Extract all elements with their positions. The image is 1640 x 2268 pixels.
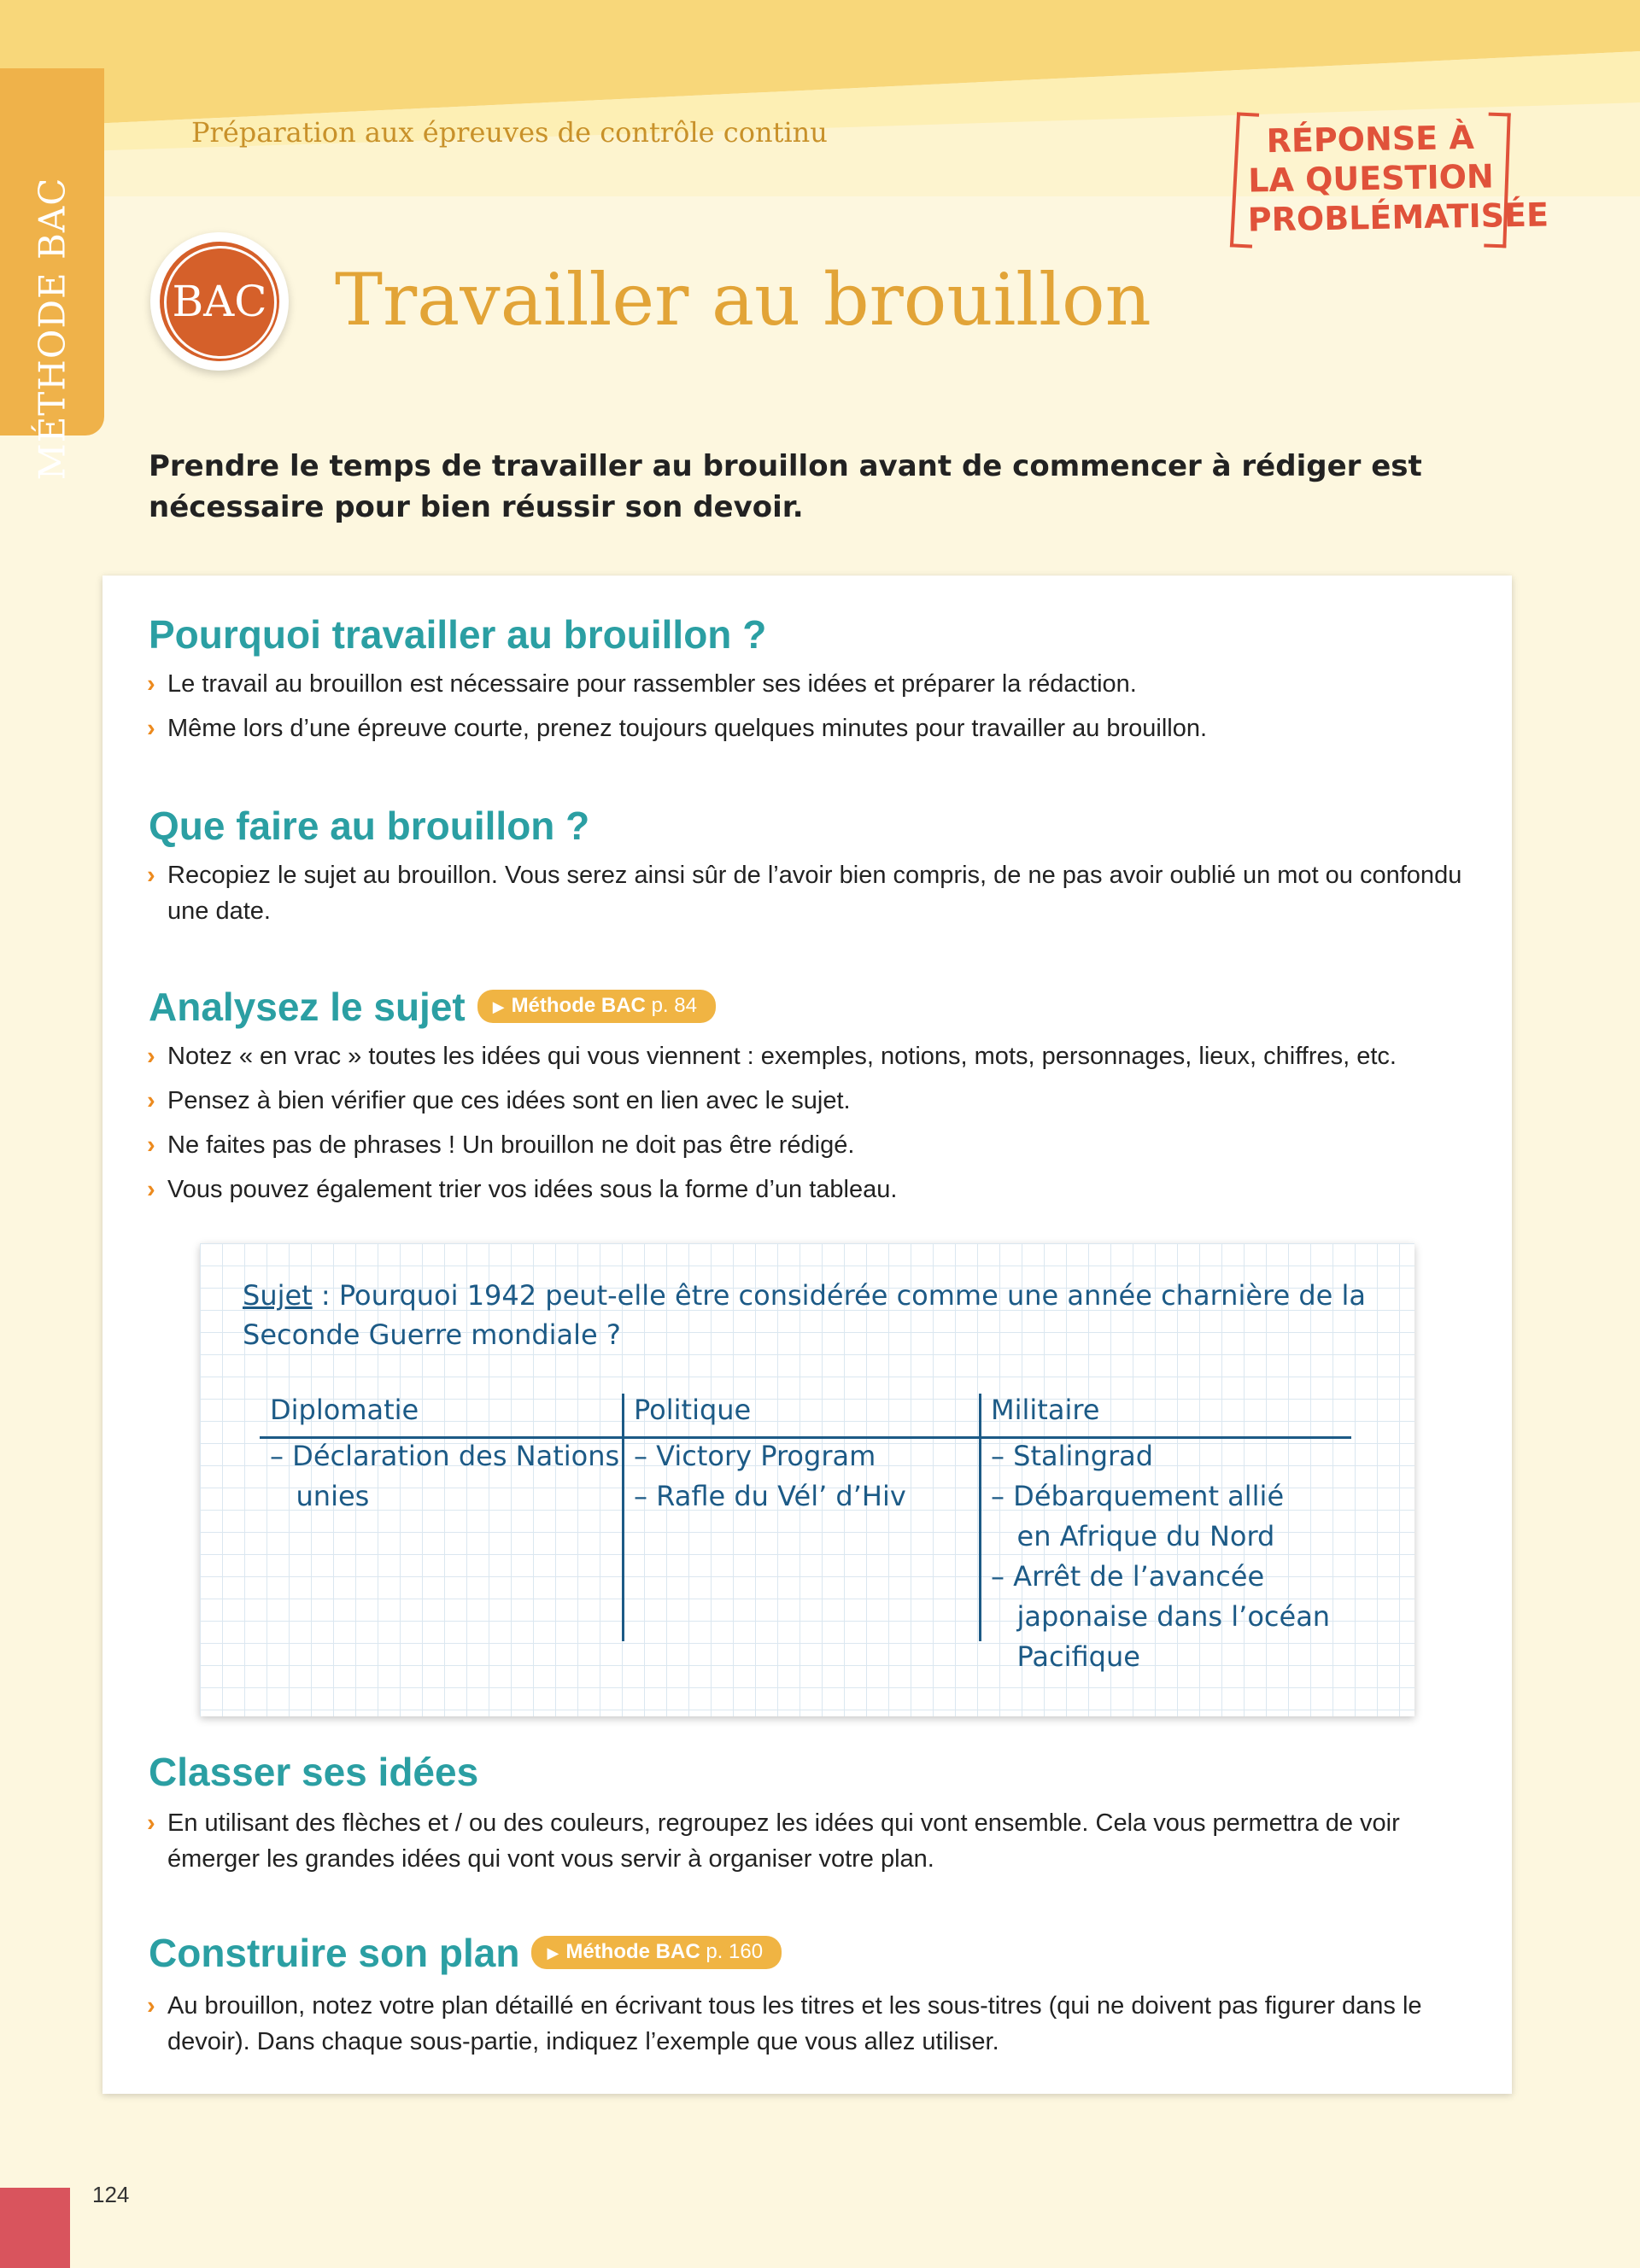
draft-subject-label: Sujet [243,1279,313,1312]
corner-marker [0,2188,70,2268]
draft-column-head: Diplomatie [270,1394,419,1426]
bullet-text: Vous pouvez également trier vos idées sous la forme d’un tableau. [167,1176,898,1203]
bullet-item [147,1127,1479,1163]
section-title: Que faire au brouillon ? [149,804,590,848]
method-ref-page: p. 84 [651,994,697,1018]
bullet-item [147,1988,1479,2060]
header-subtitle: Préparation aux épreuves de contrôle continu [191,116,828,149]
page-number: 124 [92,2182,130,2207]
bullet-item [147,857,1479,929]
bullet-text: En utilisant des flèches et / ou des couleurs, regroupez les idées qui vont ensemble. Cela vous permettra de voir émerger les grandes idées qui vont vous servir à organiser votre plan. [167,1809,1400,1873]
chevron-right-icon: › [147,715,155,742]
section-title [149,984,716,1030]
intro-text: Prendre le temps de travailler au brouillon avant de commencer à rédiger est nécessaire pour bien réussir son devoir. [149,449,1422,524]
bullet-text: Au brouillon, notez votre plan détaillé en écrivant tous les titres et les sous-titres (qui ne doivent pas figurer dans le devoir). Dans chaque sous-partie, indiquez l’exemple que vous allez utiliser. [167,1992,1422,2055]
stamp-line: LA QUESTION [1247,157,1495,200]
section-title: Classer ses idées [149,1750,479,1794]
section-title [149,1930,782,1976]
method-ref-page: p. 160 [706,1940,764,1964]
chevron-right-icon: › [147,1087,155,1114]
bac-badge-circle [160,242,279,361]
stamp-line: PROBLÉMATISÉE [1247,196,1549,239]
draft-item: – Victory Program [634,1440,876,1472]
bullet-item [147,1083,1479,1119]
bullet-item [147,710,1479,746]
draft-column-items [991,1436,1330,1677]
draft-subject [243,1276,1370,1354]
draft-column-head: Politique [634,1394,752,1426]
play-icon: ▶ [492,998,505,1016]
bullet-text: Le travail au brouillon est nécessaire pour rassembler ses idées et préparer la rédaction. [167,670,1137,698]
chevron-right-icon: › [147,1131,155,1159]
side-tab [0,68,104,481]
stamp [1230,109,1549,246]
bullet-item [147,1805,1479,1877]
chevron-right-icon: › [147,670,155,698]
section-title-text: Analysez le sujet [149,985,466,1029]
bullet-text: Même lors d’une épreuve courte, prenez toujours quelques minutes pour travailler au brouillon. [167,715,1208,742]
draft-item: unies [270,1480,370,1512]
section-bullets [147,666,1479,755]
bullet-item [147,666,1479,702]
side-tab-label: MÉTHODE BAC [31,177,73,481]
bullet-text: Notez « en vrac » toutes les idées qui vous viennent : exemples, notions, mots, personnages, lieux, chiffres, etc. [167,1043,1397,1070]
draft-sheet [200,1243,1414,1716]
draft-item: – Arrêt de l’avancée [991,1560,1265,1593]
method-ref-link[interactable] [477,990,716,1023]
stamp-text [1246,117,1549,239]
bullet-item [147,1038,1479,1074]
play-icon: ▶ [547,1944,559,1962]
page-title: Travailler au brouillon [335,258,1151,342]
section-title: Pourquoi travailler au brouillon ? [149,612,767,657]
chevron-right-icon: › [147,1992,155,2020]
draft-column-items [270,1436,619,1517]
method-ref-label: Méthode BAC [511,994,646,1018]
bullet-text: Recopiez le sujet au brouillon. Vous serez ainsi sûr de l’avoir bien compris, de ne pas avoir oublié un mot ou confondu une date. [167,862,1462,925]
chevron-right-icon: › [147,862,155,889]
section-bullets [147,1038,1479,1216]
bac-badge [150,232,289,371]
draft-column-divider [622,1394,624,1641]
bullet-item [147,1172,1479,1207]
chevron-right-icon: › [147,1043,155,1070]
draft-column-head: Militaire [991,1394,1100,1426]
draft-item: japonaise dans l’océan [991,1600,1331,1633]
draft-item: en Afrique du Nord [991,1520,1275,1552]
bullet-text: Pensez à bien vérifier que ces idées sont en lien avec le sujet. [167,1087,851,1114]
section-title-text: Construire son plan [149,1931,520,1975]
chevron-right-icon: › [147,1809,155,1837]
draft-item: Pacifique [991,1640,1140,1673]
draft-column-items [634,1436,906,1517]
section-bullets [147,1988,1479,2068]
draft-item: – Débarquement allié [991,1480,1285,1512]
draft-item: – Rafle du Vél’ d’Hiv [634,1480,906,1512]
chevron-right-icon: › [147,1176,155,1203]
draft-item: – Stalingrad [991,1440,1154,1472]
bac-badge-label: BAC [172,277,267,326]
draft-item: – Déclaration des Nations [270,1440,620,1472]
draft-subject-text: : Pourquoi 1942 peut-elle être considérée comme une année charnière de la Seconde Guerre mondiale ? [243,1279,1366,1351]
method-ref-label: Méthode BAC [565,1940,700,1964]
draft-column-divider [979,1394,981,1641]
section-bullets [147,1805,1479,1885]
bullet-text: Ne faites pas de phrases ! Un brouillon ne doit pas être rédigé. [167,1131,855,1159]
method-ref-link[interactable] [531,1936,782,1969]
section-bullets [147,857,1479,938]
stamp-line: RÉPONSE À [1266,118,1475,161]
